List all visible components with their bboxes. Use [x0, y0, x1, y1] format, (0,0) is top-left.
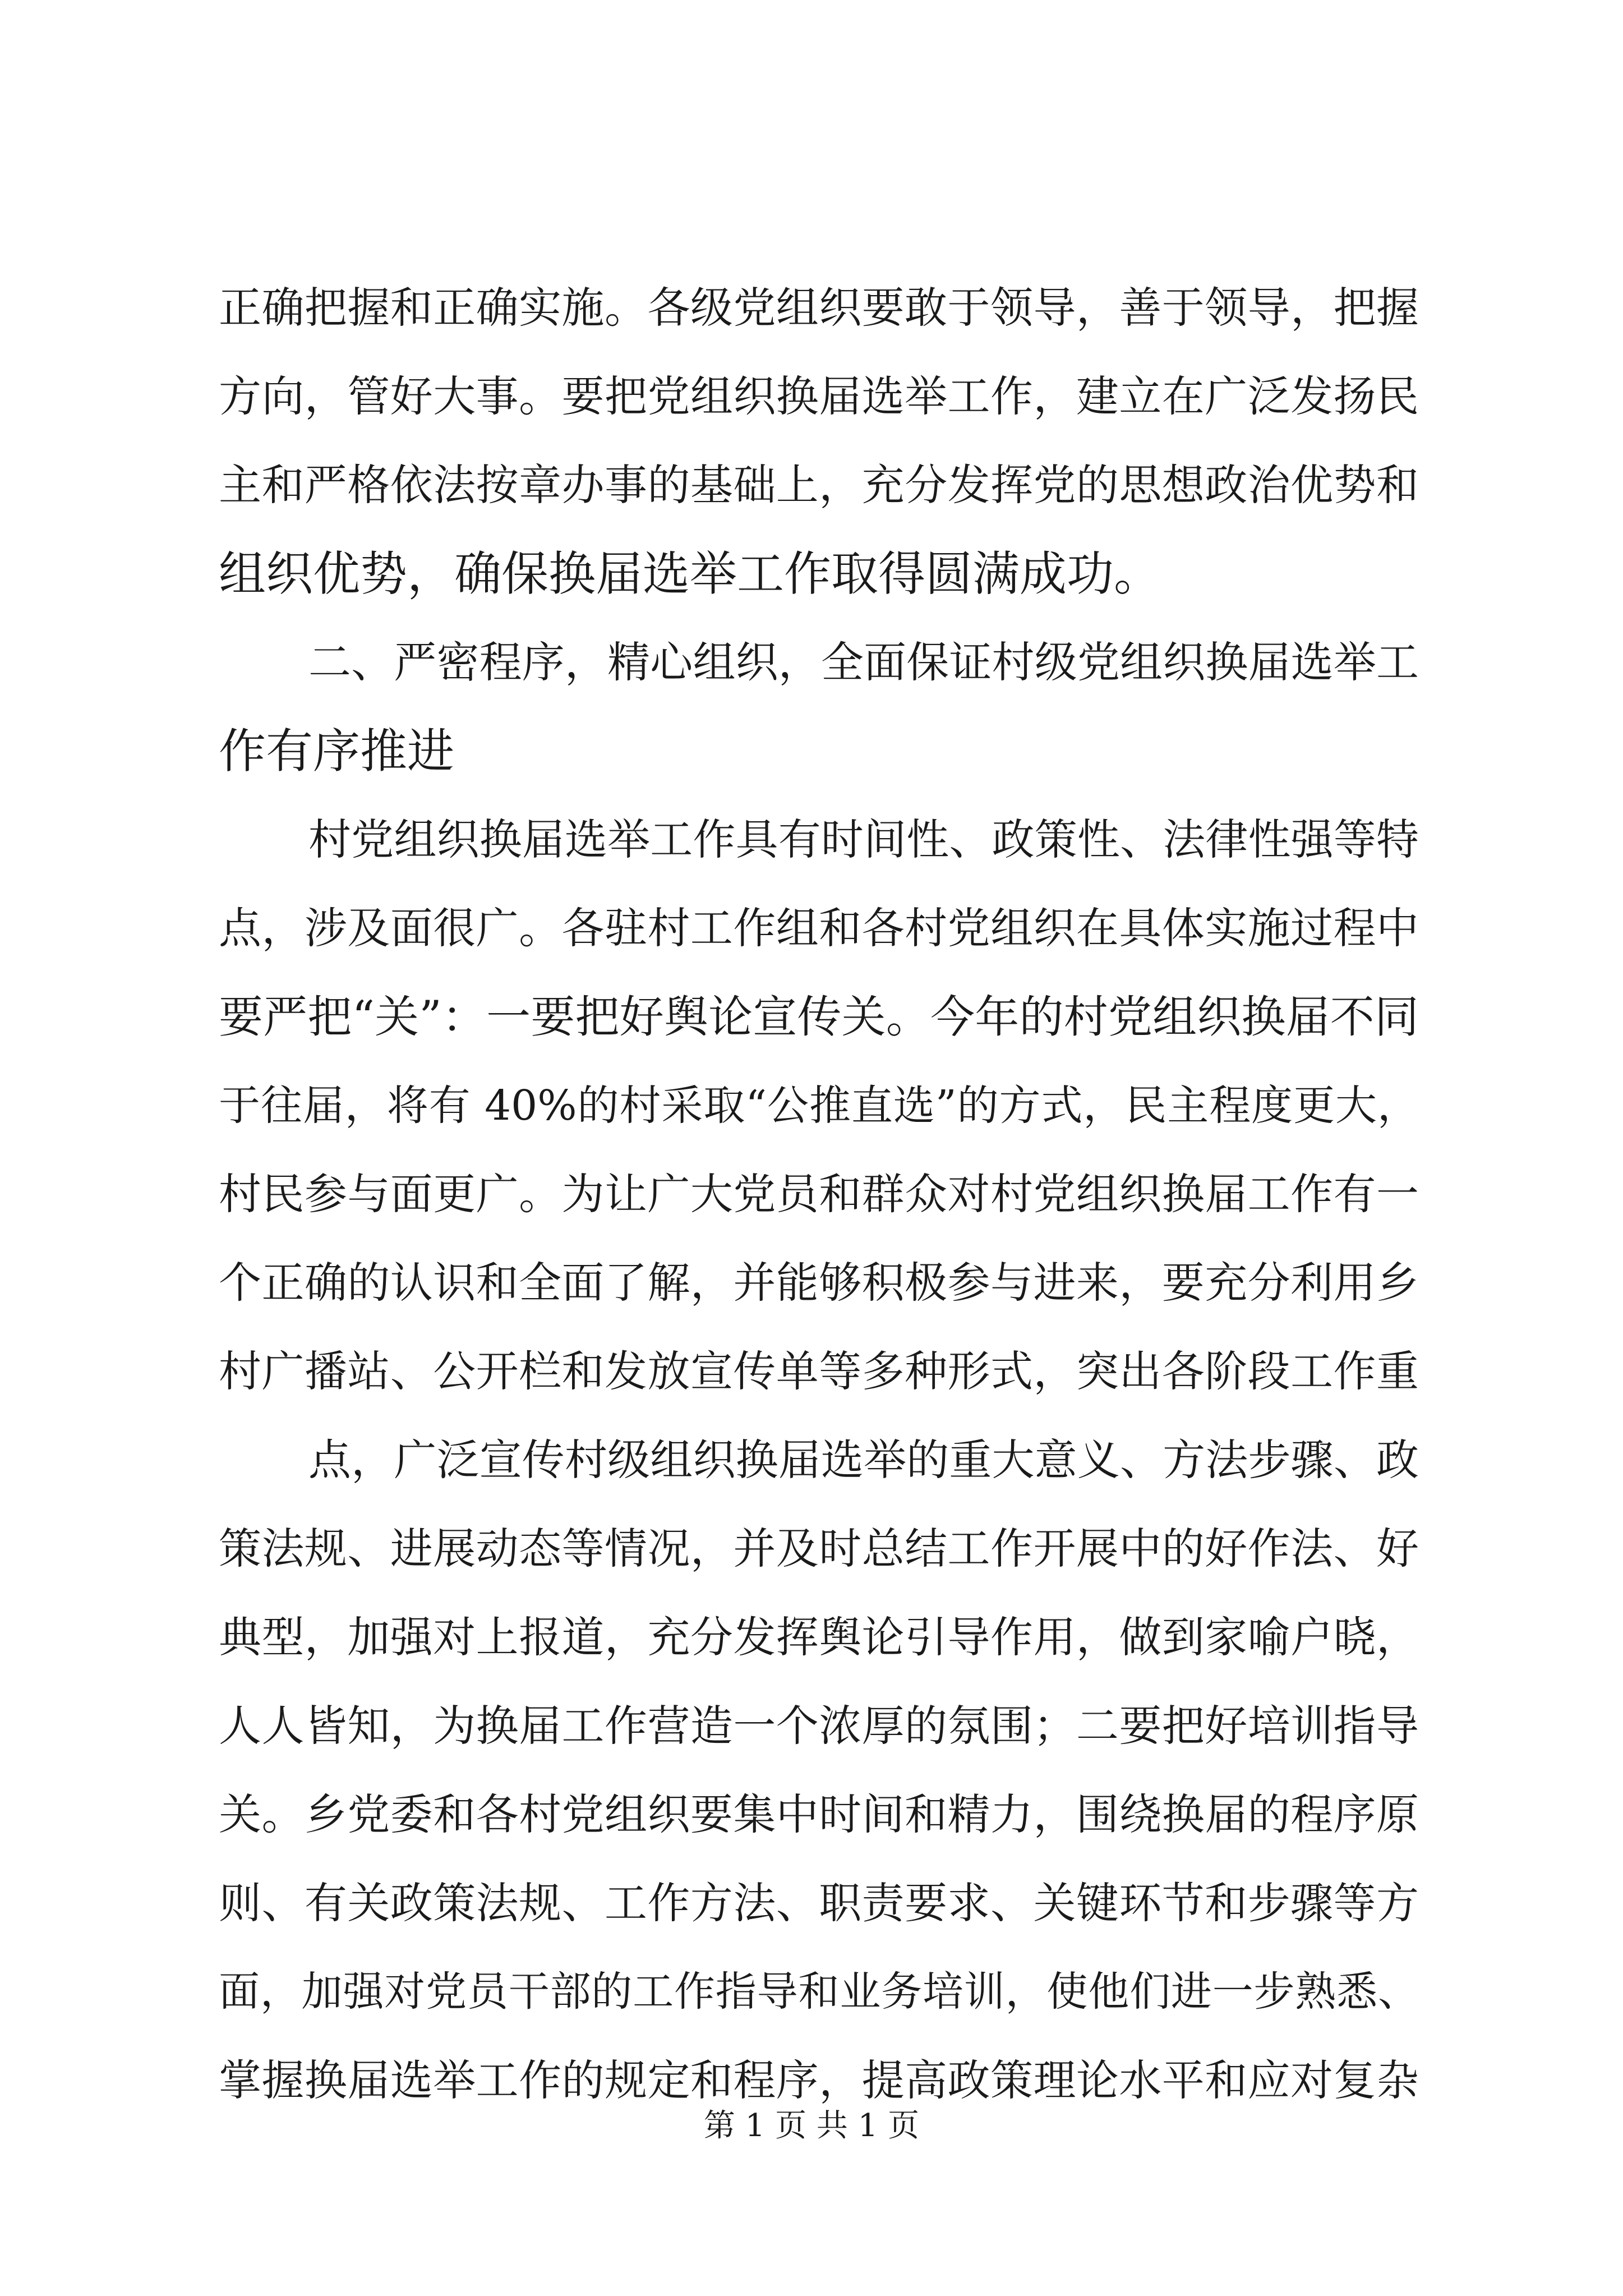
section-heading-line: 作有序推进 [219, 724, 455, 779]
body-text-line: 典型，加强对上报道，充分发挥舆论引导作用，做到家喻户晓， [219, 1612, 1419, 1662]
body-text-line: 方向，管好大事。要把党组织换届选举工作，建立在广泛发扬民 [219, 371, 1419, 421]
body-text-line: 村民参与面更广。为让广大党员和群众对村党组织换届工作有一 [219, 1169, 1419, 1219]
body-text-line: 主和严格依法按章办事的基础上，充分发挥党的思想政治优势和 [219, 460, 1419, 510]
body-text-line: 关。乡党委和各村党组织要集中时间和精力，围绕换届的程序原 [219, 1789, 1419, 1839]
body-text-line: 要严把“关”：一要把好舆论宣传关。今年的村党组织换届不同 [219, 991, 1419, 1043]
body-text-line: 正确把握和正确实施。各级党组织要敢于领导，善于领导，把握 [219, 283, 1419, 333]
body-text-line: 掌握换届选举工作的规定和程序，提高政策理论水平和应对复杂 [219, 2055, 1419, 2105]
body-text-line: 村广播站、公开栏和发放宣传单等多种形式，突出各阶段工作重 [219, 1346, 1419, 1396]
page-number-footer: 第 1 页 共 1 页 [703, 2108, 920, 2144]
body-text-line: 村党组织换届选举工作具有时间性、政策性、法律性强等特 [308, 815, 1419, 864]
body-text-line: 点，广泛宣传村级组织换届选举的重大意义、方法步骤、政 [308, 1435, 1419, 1485]
body-text-line: 组织优势，确保换届选举工作取得圆满成功。 [219, 546, 1161, 601]
body-text-line: 面，加强对党员干部的工作指导和业务培训，使他们进一步熟悉、 [219, 1968, 1419, 2016]
body-text-line: 策法规、进展动态等情况，并及时总结工作开展中的好作法、好 [219, 1524, 1419, 1573]
section-heading-line: 二、严密程序，精心组织，全面保证村级党组织换届选举工 [308, 637, 1419, 687]
body-text-line: 点，涉及面很广。各驻村工作组和各村党组织在具体实施过程中 [219, 903, 1419, 953]
body-text-line: 于往届，将有 40%的村采取“公推直选”的方式，民主程度更大， [219, 1082, 1419, 1130]
body-text-line: 个正确的认识和全面了解，并能够积极参与进来，要充分利用乡 [219, 1258, 1419, 1308]
body-text-line: 人人皆知，为换届工作营造一个浓厚的氛围；二要把好培训指导 [219, 1701, 1419, 1751]
body-text-line: 则、有关政策法规、工作方法、职责要求、关键环节和步骤等方 [219, 1878, 1419, 1928]
